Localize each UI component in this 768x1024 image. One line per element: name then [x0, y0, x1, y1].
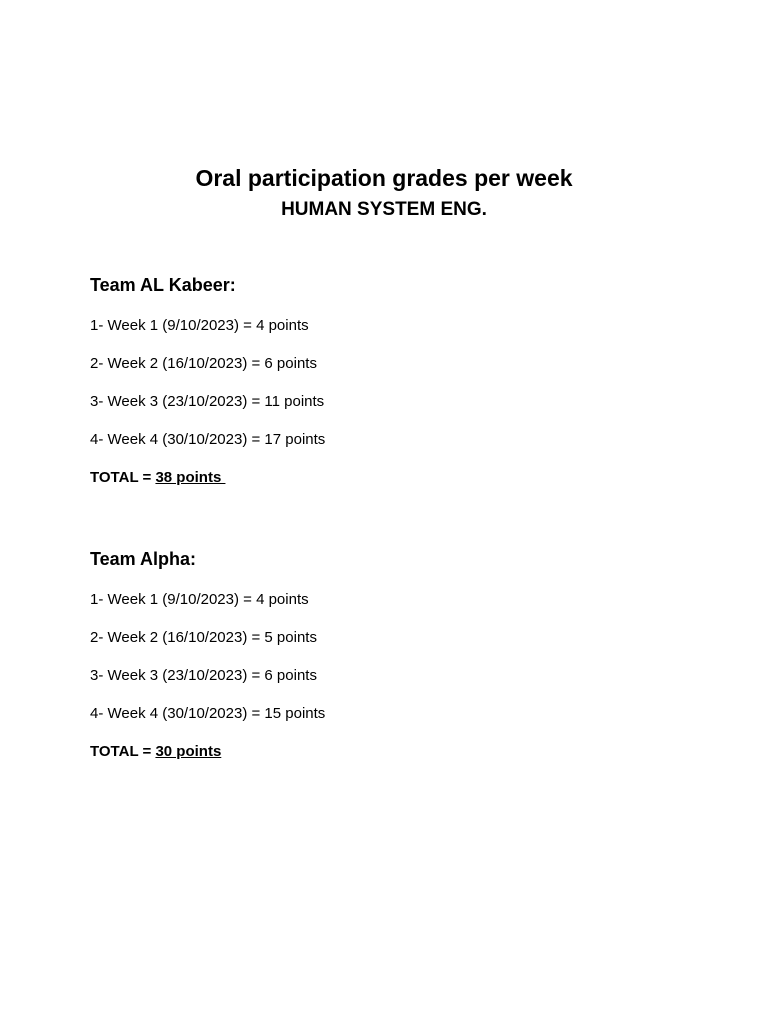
weekly-grades-list	[90, 590, 690, 724]
list-item: 3- Week 3 (23/10/2023) = 6 points	[90, 667, 317, 684]
document-title: Oral participation grades per week	[195, 165, 573, 191]
total-label: TOTAL =	[90, 469, 156, 486]
list-item: 1- Week 1 (9/10/2023) = 4 points	[90, 591, 309, 608]
document-subtitle: HUMAN SYSTEM ENG.	[281, 199, 487, 220]
list-item: 3- Week 3 (23/10/2023) = 11 points	[90, 393, 325, 410]
total-value: 30 points	[155, 743, 222, 760]
list-item: 4- Week 4 (30/10/2023) = 15 points	[90, 705, 326, 722]
team-total	[90, 468, 690, 488]
team-total	[90, 742, 690, 762]
team-name: Team Alpha:	[90, 549, 197, 569]
list-item: 1- Week 1 (9/10/2023) = 4 points	[90, 317, 309, 334]
total-value: 38 points	[155, 469, 226, 486]
list-item: 2- Week 2 (16/10/2023) = 5 points	[90, 629, 317, 646]
list-item: 2- Week 2 (16/10/2023) = 6 points	[90, 355, 317, 372]
weekly-grades-list	[90, 316, 690, 450]
team-section-alpha	[90, 546, 690, 762]
team-section-al-kabeer	[90, 272, 690, 488]
total-label: TOTAL =	[90, 743, 156, 760]
list-item: 4- Week 4 (30/10/2023) = 17 points	[90, 431, 326, 448]
team-name: Team AL Kabeer:	[90, 275, 236, 295]
